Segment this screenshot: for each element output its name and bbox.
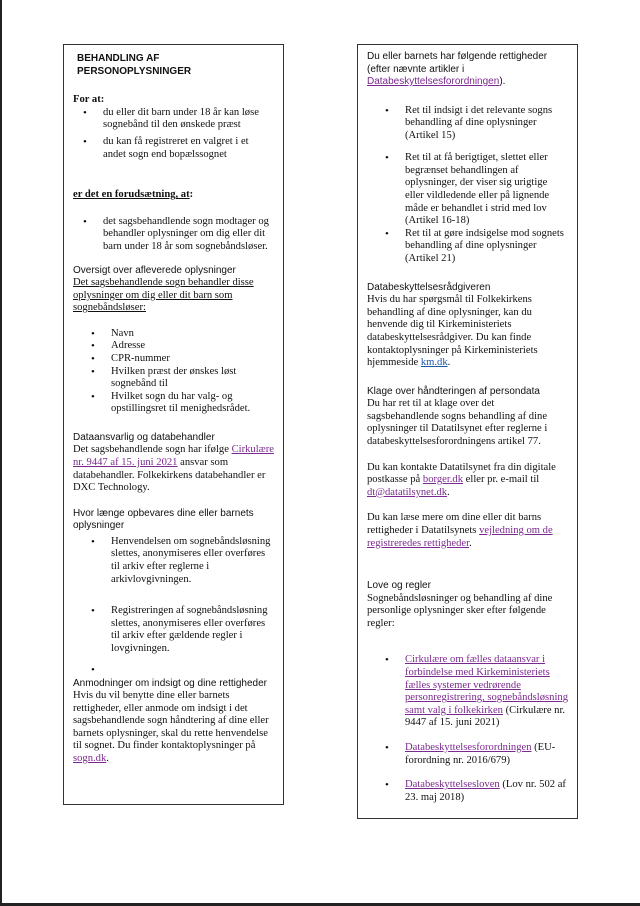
law-item <box>405 654 568 730</box>
rights-intro-1: Du eller barnets har følgende rettigheder (efter nævnte artikler i <box>367 51 548 75</box>
gdpr-link[interactable]: Databeskyttelsesforordningen <box>367 76 500 87</box>
contact-text-2: eller pr. e-mail til <box>463 474 540 486</box>
rights-item: • Ret til indsigt i det relevante sogns behandling af dine oplysninger (Artikel 15) <box>405 105 568 143</box>
law-item <box>405 742 568 767</box>
law-item <box>405 779 568 804</box>
guidance-link[interactable]: vejledning om de registreredes rettigheder <box>367 524 553 549</box>
readmore-text <box>367 512 568 550</box>
data-protection-act-link[interactable]: Databeskyttelsesloven <box>405 779 500 791</box>
data-item: • CPR-nummer <box>111 353 274 366</box>
overview-text: Det sagsbehandlende sogn behandler disse oplysninger om dig eller dit barn som sognebåndsløser: <box>73 277 254 314</box>
dpo-text-end: . <box>447 357 451 369</box>
right-column <box>357 44 578 819</box>
condition-heading <box>73 189 274 202</box>
rights-intro-2: ). <box>499 76 506 87</box>
laws-heading: Love og regler <box>367 580 431 592</box>
data-item: • Hvilken præst der ønskes løst sognebånd til <box>111 366 274 391</box>
page-edge <box>0 0 2 906</box>
datatilsynet-email-link[interactable]: dt@datatilsynet.dk <box>367 486 448 498</box>
gdpr-law-link[interactable]: Databeskyttelsesforordningen <box>405 741 532 753</box>
contact-text-end: . <box>447 486 450 498</box>
controller-text-1: Det sagsbehandlende sogn har ifølge <box>73 444 232 456</box>
dpo-text <box>367 294 568 370</box>
insight-text <box>73 690 274 766</box>
complaint-heading: Klage over håndteringen af persondata <box>367 385 540 397</box>
controller-text-2: ansvar som databehandler. Folkekirkens databehandler er DXC Technology. <box>73 457 266 494</box>
km-dk-link[interactable]: km.dk <box>420 357 448 369</box>
condition-list <box>103 216 274 254</box>
laws-list <box>405 654 568 804</box>
overview-heading: Oversigt over afleverede oplysninger <box>73 264 236 276</box>
contact-text <box>367 462 568 500</box>
dpo-heading: Databeskyttelsesrådgiveren <box>367 281 491 293</box>
left-column <box>63 44 284 805</box>
condition-heading-text: er det en forudsætning, at <box>73 189 190 201</box>
contact-text-1: Du kan kontakte Datatilsynet fra din digitale postkasse på <box>367 461 556 486</box>
retention-heading: Hvor længe opbevares dine eller barnets oplysninger <box>73 507 254 532</box>
law-item-text: (Lov nr. 502 af 23. maj 2018) <box>405 779 566 803</box>
retention-item: • Registreringen af sognebåndsløsning slettes, anonymiseres eller overføres til arkiv efter gældende regler i lovgivningen. <box>111 605 274 655</box>
borger-dk-link[interactable]: borger.dk <box>422 474 464 486</box>
data-item-list <box>111 328 274 416</box>
condition-item: • det sagsbehandlende sogn modtager og behandler oplysninger om dig eller dit barn under 18 år som sognebåndsløser. <box>103 216 274 254</box>
law-item-text: (EU-forordning nr. 2016/679) <box>405 741 556 766</box>
purpose-list <box>103 107 274 161</box>
retention-list <box>111 536 274 676</box>
readmore-text-body: Du kan læse mere om dine eller dit barns rettigheder i Datatilsynets <box>367 512 542 536</box>
readmore-text-end: . <box>469 537 472 549</box>
rights-item: • Ret til at få berigtiget, slettet eller begrænset behandlingen af oplysninger, der viser sig urigtige eller vildledende eller på lignende måde er behandlet i strid med lov (Artikel 16-18) <box>405 152 568 228</box>
purpose-item: • du eller dit barn under 18 år kan løse sognebånd til den ønskede præst <box>103 107 274 132</box>
rights-list <box>405 105 568 266</box>
laws-text: Sognebåndsløsninger og behandling af dine personlige oplysninger sker efter følgende regler: <box>367 592 553 629</box>
rights-intro <box>367 51 568 89</box>
joint-controller-circular-link[interactable]: Cirkulære om fælles dataansvar i forbindelse med Kirkeministeriets fælles systemer vedrørende personregistrering, sognebåndsløsning samt valg i folkekirken <box>405 654 568 716</box>
insight-text-body: Hvis du vil benytte dine eller barnets rettigheder, eller anmode om indsigt i det sagsbehandlende sogn håndtering af dine eller barnets oplysninger, skal du rette henvendelse til sognet. Du finder kontaktoplysninger på <box>73 690 269 752</box>
circular-link[interactable]: Cirkulære nr. 9447 af 15. juni 2021 <box>73 444 274 469</box>
rights-item: • Ret til at gøre indsigelse mod sognets behandling af dine oplysninger (Artikel 21) <box>405 228 568 266</box>
data-item: • Hvilket sogn du har valg- og opstillingsret til menighedsrådet. <box>111 391 274 416</box>
empty-list-item <box>111 664 274 676</box>
controller-text <box>73 444 274 494</box>
condition-heading-colon: : <box>189 189 194 201</box>
dpo-text-body: Hvis du har spørgsmål til Folkekirkens behandling af dine oplysninger, kan du henvende dig til Kirkeministeriets databeskyttelsesrådgiver. Du kan finde kontaktoplysninger på Kirkeministeriets hjemmeside <box>367 294 538 369</box>
data-item: • Adresse <box>111 340 274 353</box>
insight-heading: Anmodninger om indsigt og dine rettigheder <box>73 677 268 689</box>
document-title: BEHANDLING AF PERSONOPLYSNINGER <box>77 53 192 77</box>
complaint-text: Du har ret til at klage over det sagsbehandlende sogns behandling af dine oplysninger til Datatilsynet efter reglerne i databeskyttelsesforordningens artikel 77. <box>367 398 548 447</box>
controller-heading: Dataansvarlig og databehandler <box>73 431 215 443</box>
purpose-item: • du kan få registreret en valgret i et andet sogn end bopælssognet <box>103 136 274 161</box>
retention-item: • Henvendelsen om sognebåndsløsning slettes, anonymiseres eller overføres til arkiv efter reglerne i arkivlovgivningen. <box>111 536 274 586</box>
sogn-dk-link[interactable]: sogn.dk <box>73 753 107 765</box>
for-at-heading: For at: <box>73 94 105 106</box>
law-item-text: (Cirkulære nr. 9447 af 15. juni 2021) <box>405 704 566 729</box>
insight-text-end: . <box>106 753 109 765</box>
data-item: • Navn <box>111 328 274 341</box>
